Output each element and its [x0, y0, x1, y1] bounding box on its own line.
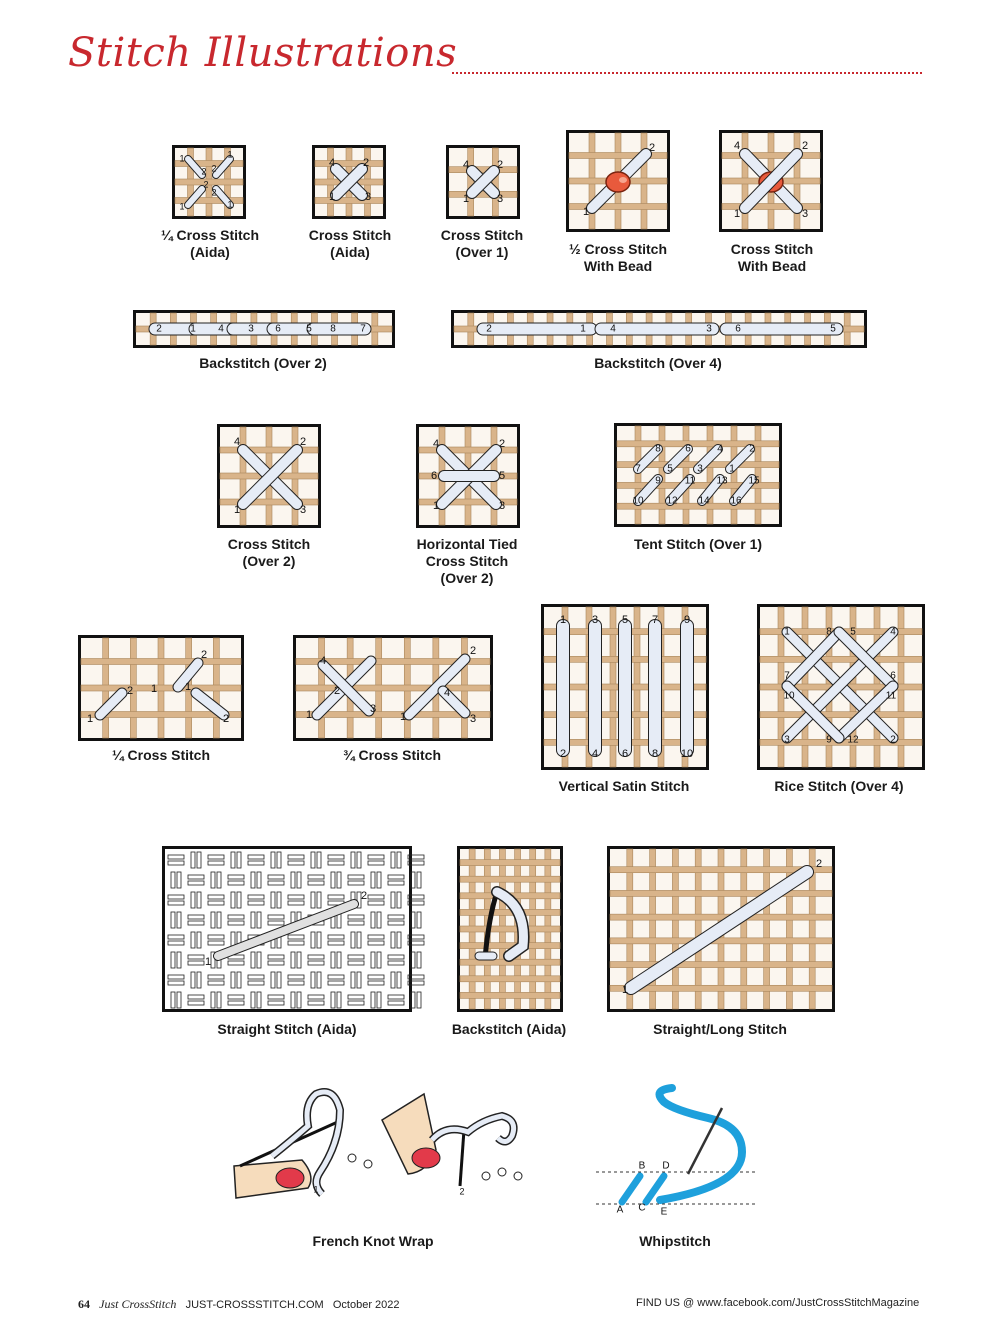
stitch-number-label: 3 — [706, 323, 712, 335]
backstitch-over2-figure — [133, 310, 395, 348]
stitch-number-label: 4 — [443, 686, 451, 699]
stitch-number-label: 12 — [666, 495, 678, 507]
cross-over2-figure — [217, 424, 321, 528]
stitch-number-label: 2 — [749, 443, 755, 455]
weave-thread-horizontal — [610, 962, 832, 968]
three-quarter-cross-caption: ¾ Cross Stitch — [342, 747, 442, 763]
weave-thread-horizontal — [460, 860, 560, 866]
stitch-number-label: 3 — [364, 190, 372, 203]
stitch-number-label: 2 — [459, 1186, 465, 1197]
weave-thread-horizontal — [722, 153, 820, 159]
stitch-number-label: 7 — [651, 613, 659, 626]
fabric-weave — [81, 638, 241, 738]
stitch-number-label: 2 — [333, 684, 341, 697]
stitch-number-label: 2 — [648, 141, 656, 154]
stitch-thread — [475, 952, 497, 960]
french-knot-figure — [232, 1080, 532, 1210]
aida-block — [417, 952, 421, 968]
stitch-number-label: 1 — [190, 323, 196, 335]
stitch-number-label: 9 — [655, 475, 661, 487]
stitch-number-label: 1 — [733, 207, 741, 220]
bead-highlight — [619, 177, 627, 183]
bead — [606, 172, 630, 192]
stitch-number-label: 2 — [201, 166, 207, 177]
vertical-satin-figure — [541, 604, 709, 770]
stitch-number-label: 3 — [801, 207, 809, 220]
stitch-number-label: A — [616, 1204, 624, 1216]
stitch-number-label: 3 — [498, 499, 506, 512]
weave-thread-horizontal — [81, 659, 241, 665]
stitch-number-label: E — [660, 1206, 668, 1218]
fingernail — [412, 1148, 440, 1168]
weave-thread-horizontal — [760, 712, 922, 718]
stitch-number-label: 1 — [621, 983, 629, 996]
stitch-number-label: 6 — [735, 323, 741, 335]
stitch-number-label: 2 — [211, 163, 217, 174]
straight-aida-caption: Straight Stitch (Aida) — [217, 1021, 357, 1037]
footer-social[interactable]: FIND US @ www.facebook.com/JustCrossStitchMagazine — [636, 1297, 920, 1309]
stitch-number-label: 4 — [591, 747, 599, 760]
whipstitch-caption: Whipstitch — [639, 1233, 711, 1249]
knot-dot — [364, 1160, 372, 1168]
stitch-number-label: 7 — [784, 670, 790, 682]
stitch-number-label: 1 — [729, 463, 735, 475]
stitch-number-label: 6 — [430, 469, 438, 482]
stitch-number-label: 1 — [227, 199, 233, 210]
horizontal-tied-caption: Horizontal Tied Cross Stitch (Over 2) — [416, 536, 518, 586]
three-quarter-cross-figure — [293, 635, 493, 741]
stitch-number-label: 10 — [783, 690, 795, 702]
quarter-cross-aida-figure — [172, 145, 246, 219]
stitch-number-label: 1 — [204, 955, 212, 968]
stitch-number-label: 2 — [486, 323, 492, 335]
tent-over1-figure — [614, 423, 782, 527]
stitch-number-label: 5 — [621, 613, 629, 626]
stitch-number-label: 1 — [559, 613, 567, 626]
stitch-number-label: 6 — [275, 323, 281, 335]
weave-thread-horizontal — [460, 909, 560, 915]
stitch-number-label: 1 — [227, 149, 233, 160]
stitch-number-label: 2 — [126, 684, 134, 697]
stitch-number-label: 4 — [328, 156, 336, 169]
stitch-number-label: 6 — [621, 747, 629, 760]
weave-thread-horizontal — [610, 890, 832, 896]
weave-thread-horizontal — [460, 992, 560, 998]
stitch-number-label: 1 — [179, 153, 185, 164]
stitch-number-label: 1 — [328, 190, 336, 203]
stitch-number-label: 2 — [362, 156, 370, 169]
stitch-number-label: 1 — [582, 205, 590, 218]
cross-bead-figure — [719, 130, 823, 232]
stitch-number-label: 6 — [890, 670, 896, 682]
weave-thread-horizontal — [315, 198, 383, 204]
stitch-number-label: 5 — [306, 323, 312, 335]
stitch-number-label: 4 — [890, 626, 896, 638]
stitch-number-label: 3 — [784, 734, 790, 746]
stitch-number-label: 10 — [632, 495, 644, 507]
cross-over2-caption: Cross Stitch (Over 2) — [227, 536, 311, 569]
stitch-number-label: 3 — [697, 463, 703, 475]
weave-thread-horizontal — [175, 179, 243, 185]
stitch-number-label: 5 — [850, 626, 856, 638]
stitch-number-label: 8 — [330, 323, 336, 335]
stitch-number-label: 2 — [815, 857, 823, 870]
backstitch-over4-figure — [451, 310, 867, 348]
stitch-number-label: 8 — [826, 626, 832, 638]
quarter-cross-caption: ¼ Cross Stitch — [111, 747, 211, 763]
stitch-number-label: 2 — [200, 648, 208, 661]
stitch-number-label: 1 — [580, 323, 586, 335]
stitch-number-label: 8 — [655, 443, 661, 455]
stitch-number-label: 4 — [717, 443, 723, 455]
footer-left — [78, 1297, 400, 1312]
cross-over1-figure — [446, 145, 520, 219]
stitch-number-label: 2 — [360, 889, 368, 902]
stitch-number-label: B — [638, 1160, 646, 1172]
stitch-number-label: 4 — [462, 158, 470, 171]
whip-thread — [622, 1176, 640, 1202]
website-link[interactable]: JUST-CROSSSTITCH.COM — [185, 1299, 324, 1311]
stitch-number-label: 2 — [496, 158, 504, 171]
straight-long-figure — [607, 846, 835, 1012]
stitch-number-label: 13 — [716, 475, 728, 487]
backstitch-aida-caption: Backstitch (Aida) — [451, 1021, 567, 1037]
stitch-number-label: 4 — [733, 139, 741, 152]
aida-block — [417, 992, 421, 1008]
stitch-number-label: 4 — [218, 323, 224, 335]
whipstitch-figure — [592, 1082, 762, 1218]
stitch-number-label: 4 — [233, 435, 241, 448]
horizontal-tied-figure — [416, 424, 520, 528]
stitch-number-label: 11 — [684, 475, 696, 487]
magazine-name: Just CrossStitch — [99, 1297, 177, 1311]
stitch-number-label: 3 — [299, 503, 307, 516]
stitch-number-label: 9 — [683, 613, 691, 626]
page-title: Stitch Illustrations — [68, 30, 458, 76]
stitch-number-label: 2 — [890, 734, 896, 746]
stitch-number-label: 2 — [299, 435, 307, 448]
rice-over4-figure — [757, 604, 925, 770]
stitch-number-label: 2 — [222, 712, 230, 725]
title-dotted-rule — [452, 72, 922, 74]
stitch-number-label: 4 — [319, 654, 327, 667]
stitch-number-label: 3 — [591, 613, 599, 626]
stitch-number-label: 15 — [748, 475, 760, 487]
vertical-satin-caption: Vertical Satin Stitch — [558, 778, 690, 794]
cross-aida-caption: Cross Stitch (Aida) — [308, 227, 392, 260]
knot-dot — [482, 1172, 490, 1180]
stitch-number-label: 3 — [496, 192, 504, 205]
stitch-number-label: 1 — [179, 201, 185, 212]
straight-long-caption: Straight/Long Stitch — [653, 1021, 787, 1037]
stitch-number-label: C — [638, 1202, 646, 1214]
stitch-number-label: 1 — [184, 680, 192, 693]
stitch-number-label: 5 — [498, 469, 506, 482]
stitch-number-label: 1 — [86, 712, 94, 725]
fingernail — [276, 1168, 304, 1188]
weave-thread-horizontal — [460, 926, 560, 932]
weave-thread-horizontal — [315, 161, 383, 167]
page-number: 64 — [78, 1297, 90, 1311]
backstitch-aida-figure — [457, 846, 563, 1012]
tent-over1-caption: Tent Stitch (Over 1) — [633, 536, 763, 552]
knot-dot — [348, 1154, 356, 1162]
french-knot-caption: French Knot Wrap — [312, 1233, 434, 1249]
stitch-number-label: 12 — [847, 734, 859, 746]
weave-thread-horizontal — [81, 685, 241, 691]
stitch-number-label: 1 — [313, 1184, 319, 1195]
stitch-number-label: 11 — [885, 690, 897, 702]
stitch-number-label: 7 — [635, 463, 641, 475]
knot-dot — [514, 1172, 522, 1180]
stitch-number-label: D — [662, 1160, 670, 1172]
stitch-number-label: 4 — [432, 437, 440, 450]
aida-block — [417, 872, 421, 888]
stitch-number-label: 1 — [150, 682, 158, 695]
stitch-number-label: 1 — [462, 192, 470, 205]
stitch-number-label: 8 — [651, 747, 659, 760]
weave-thread-horizontal — [760, 656, 922, 662]
quarter-cross-aida-caption: ¼ Cross Stitch (Aida) — [160, 227, 260, 260]
issue-date: October 2022 — [332, 1299, 400, 1311]
stitch-number-label: 2 — [801, 139, 809, 152]
stitch-number-label: 14 — [698, 495, 710, 507]
straight-aida-figure — [162, 846, 412, 1012]
weave-thread-horizontal — [460, 876, 560, 882]
weave-thread-horizontal — [296, 685, 490, 691]
backstitch-over4-caption: Backstitch (Over 4) — [594, 355, 722, 371]
stitch-number-label: 7 — [360, 323, 366, 335]
stitch-number-label: 1 — [784, 626, 790, 638]
half-cross-bead-caption: ½ Cross Stitch With Bead — [568, 241, 668, 274]
stitch-number-label: 5 — [830, 323, 836, 335]
stitch-number-label: 10 — [680, 747, 694, 760]
quarter-cross-figure — [78, 635, 244, 741]
aida-block — [417, 912, 421, 928]
stitch-number-label: 2 — [559, 747, 567, 760]
rice-over4-caption: Rice Stitch (Over 4) — [774, 778, 904, 794]
stitch-number-label: 2 — [498, 437, 506, 450]
stitch-number-label: 1 — [399, 710, 407, 723]
weave-thread-horizontal — [449, 191, 517, 197]
cross-over1-caption: Cross Stitch (Over 1) — [440, 227, 524, 260]
stitch-number-label: 3 — [248, 323, 254, 335]
stitch-number-label: 1 — [305, 708, 313, 721]
stitch-number-label: 9 — [826, 734, 832, 746]
cross-aida-figure — [312, 145, 386, 219]
needle — [460, 1130, 464, 1186]
stitch-number-label: 6 — [685, 443, 691, 455]
weave-thread-horizontal — [610, 914, 832, 920]
cross-bead-caption: Cross Stitch With Bead — [730, 241, 814, 274]
stitch-number-label: 1 — [233, 503, 241, 516]
stitch-number-label: 3 — [369, 702, 377, 715]
stitch-number-label: 1 — [432, 499, 440, 512]
whip-thread — [660, 1088, 743, 1200]
stitch-number-label: 5 — [667, 463, 673, 475]
stitch-number-label: 2 — [211, 187, 217, 198]
stitch-number-label: 2 — [203, 179, 209, 190]
weave-thread-horizontal — [460, 943, 560, 949]
stitch-number-label: 2 — [156, 323, 162, 335]
stitch-number-label: 2 — [469, 644, 477, 657]
weave-thread-horizontal — [610, 938, 832, 944]
half-cross-bead-figure — [566, 130, 670, 232]
stitch-number-label: 4 — [610, 323, 616, 335]
weave-thread-horizontal — [460, 976, 560, 982]
stitch-number-label: 3 — [469, 712, 477, 725]
backstitch-over2-caption: Backstitch (Over 2) — [199, 355, 327, 371]
weave-thread-horizontal — [449, 167, 517, 173]
knot-dot — [498, 1168, 506, 1176]
stitch-number-label: 16 — [730, 495, 742, 507]
